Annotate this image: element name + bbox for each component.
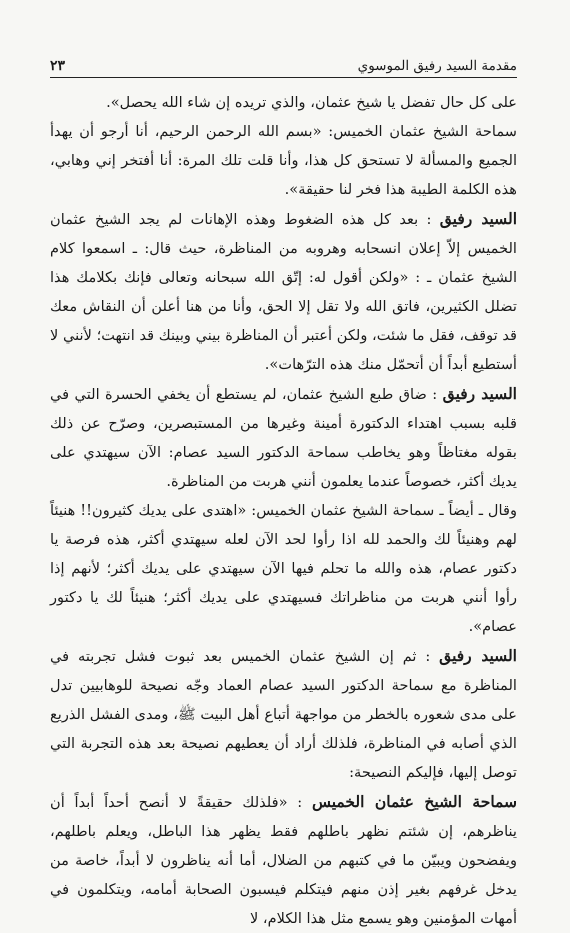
paragraph-text: : ضاق طبع الشيخ عثمان، لم يستطع أن يخفي الحسرة التي في قلبه بسبب اهتداء الدكتورة أمينة وغيرها من المستبصرين، وصرّح عن ذلك بقوله مغتاظاً وهو يخاطب سماحة الدكتور السيد عصام: الآن سيهتدي على يديك أكثر، خصوصاً عندما يعلمون أنني هربت من المناظرة. — [50, 386, 517, 490]
page-body — [50, 88, 517, 933]
speaker-label: السيد رفيق — [439, 209, 518, 228]
page-number: ٢٣ — [50, 58, 66, 74]
paragraph — [50, 88, 517, 117]
paragraph-text: : بعد كل هذه الضغوط وهذه الإهانات لم يجد الشيخ عثمان الخميس إلاّ إعلان انسحابه وهروبه من المناظرة، حيث قال: ـ اسمعوا كلام الشيخ عثمان ـ : «ولكن أقول له: إتّق الله سبحانه وتعالى فإنك بكلامك هذا تضلل الكثيرين، فاتق الله ولا تقل إلا الحق، وأنا من هنا أعلن أن النقاش معك قد توقف، فقل ما شئت، ولكن أعتبر أن المناظرة بيني وبينك قد انتهت؛ لأنني لا أستطيع أبداً أن أتحمّل منك هذه الترّهات». — [50, 211, 517, 373]
paragraph — [50, 787, 517, 933]
paragraph-text: : «فلذلك حقيقةً لا أنصح أحداً أبداً أن يناظرهم، إن شئتم نظهر باطلهم فقط يظهر هذا الباطل، ويعلم باطلهم، ويفضحون ويبيّن ما في كتبهم من الضلال، أما أنه يناظرون لا أبداً، خاصة من يدخل غرفهم بغير إذن منهم فيتكلم فيسبون الصحابة أمامه، ويتكلمون في أمهات المؤمنين وهو يسمع مثل هذا الكلام، لا — [50, 794, 517, 927]
speaker-label: السيد رفيق — [439, 646, 517, 665]
paragraph — [50, 496, 517, 641]
running-title: مقدمة السيد رفيق الموسوي — [357, 58, 517, 74]
speaker-label: السيد رفيق — [442, 384, 517, 403]
page-header — [50, 58, 517, 78]
paragraph — [50, 204, 517, 379]
paragraph — [50, 379, 517, 496]
paragraph-text: سماحة الشيخ عثمان الخميس: «بسم الله الرحمن الرحيم، أنا أرجو أن يهدأ الجميع والمسألة لا تستحق كل هذا، وأنا قلت تلك المرة: أنا أفتخر إني وهابي، هذه الكلمة الطيبة هذا فخر لنا حقيقة». — [50, 123, 517, 198]
paragraph — [50, 641, 517, 787]
paragraph-text: : ثم إن الشيخ عثمان الخميس بعد ثبوت فشل تجربته في المناظرة مع سماحة الدكتور السيد عصام العماد وجّه نصيحة للوهابيين تدل على مدى شعوره بالخطر من مواجهة أتباع أهل البيت ﷺ، ومدى الفشل الذريع الذي أصابه في المناظرة، فلذلك أراد أن يعطيهم نصيحة بعد هذه التجربة التي توصل إليها، فإليكم النصيحة: — [50, 648, 517, 781]
speaker-label: سماحة الشيخ عثمان الخميس — [311, 792, 517, 811]
paragraph-text: على كل حال تفضل يا شيخ عثمان، والذي تريده إن شاء الله يحصل». — [106, 94, 517, 111]
paragraph-text: وقال ـ أيضاً ـ سماحة الشيخ عثمان الخميس: «اهتدى على يديك كثيرون!! هنيئاً لهم وهنيئاً لك والحمد لله اذا رأوا لحد الآن لعله سيهتدي أكثر، هذه فرصة يا دكتور عصام، هذه والله ما تحلم فيها الآن سيهتدي على يديك أكثر؛ لأنهم إذا رأوا أنني هربت من مناظراتك فسيهتدي على يديك أكثر؛ هنيئاً لك يا دكتور عصام». — [50, 502, 517, 635]
paragraph — [50, 117, 517, 204]
